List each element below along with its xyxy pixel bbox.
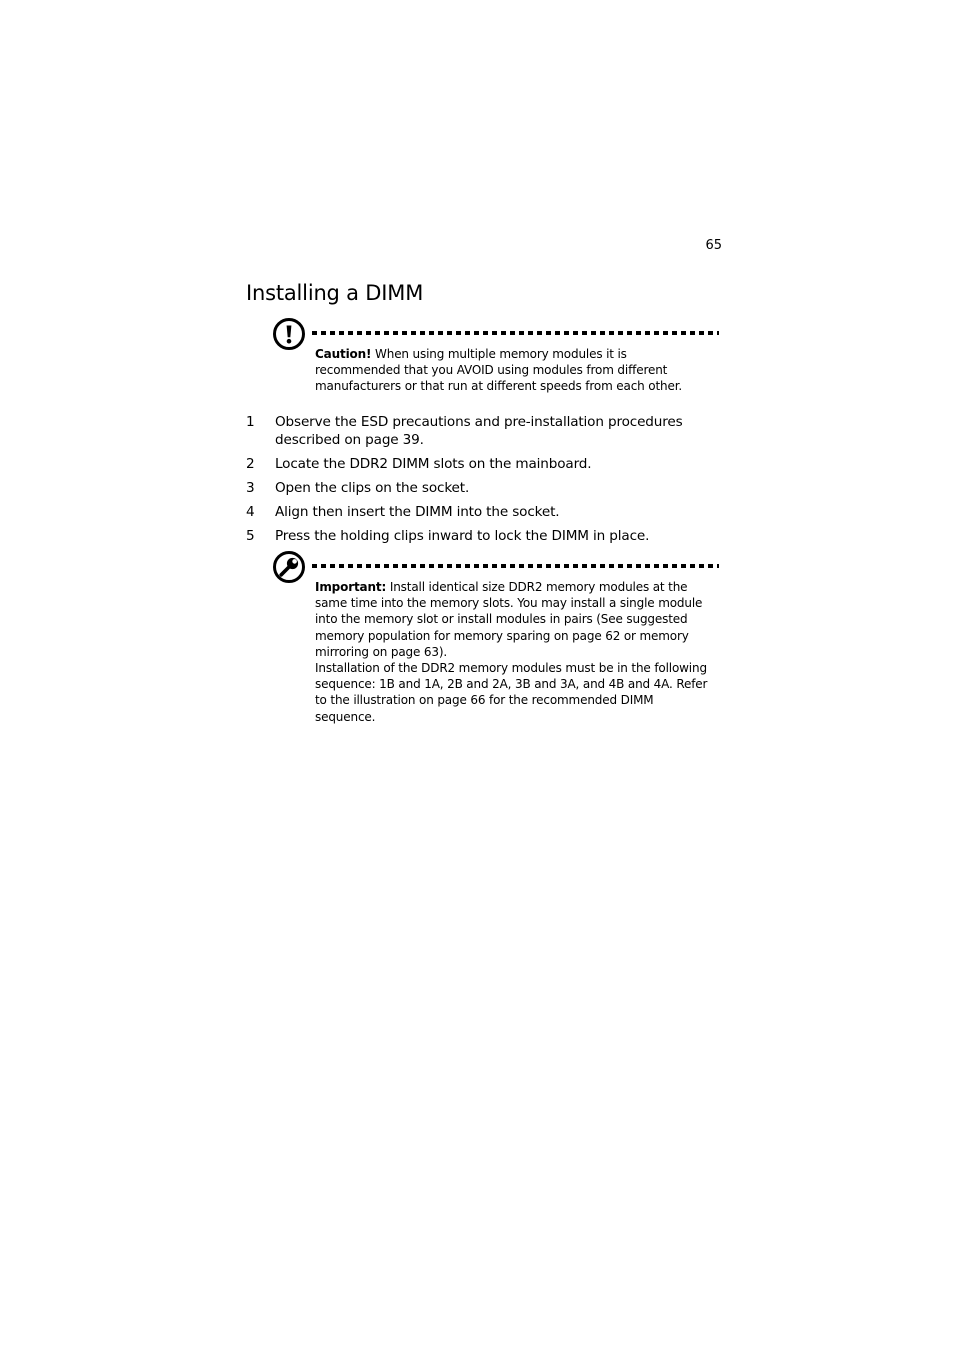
- step-number: 3: [246, 480, 255, 496]
- list-item: [246, 527, 716, 545]
- step-text: Observe the ESD precautions and pre-installation procedures described on page 39.: [275, 414, 683, 448]
- important-text: [315, 579, 715, 725]
- step-number: 1: [246, 414, 255, 430]
- list-item: [246, 479, 716, 497]
- page-number: 65: [705, 238, 722, 253]
- step-number: 4: [246, 504, 255, 520]
- list-item: [246, 455, 716, 473]
- important-label: Important:: [315, 580, 387, 594]
- important-body: Install identical size DDR2 memory modules at the same time into the memory slots. You may install a single module into the memory slot or install modules in pairs (See suggested memory population for memory sparing on page 62 or memory mirroring on page 63).: [315, 580, 703, 659]
- caution-body: When using multiple memory modules it is recommended that you AVOID using modules from different manufacturers or that run at different speeds from each other.: [315, 347, 683, 394]
- step-text: Align then insert the DIMM into the socket.: [275, 504, 560, 520]
- page-title: Installing a DIMM: [246, 281, 424, 305]
- step-number: 2: [246, 456, 255, 472]
- list-item: [246, 413, 716, 449]
- step-text: Open the clips on the socket.: [275, 480, 470, 496]
- step-text: Locate the DDR2 DIMM slots on the mainboard.: [275, 456, 592, 472]
- important-divider: [312, 564, 719, 568]
- caution-label: Caution!: [315, 347, 372, 361]
- step-number: 5: [246, 528, 255, 544]
- caution-icon: [272, 317, 306, 351]
- step-text: Press the holding clips inward to lock the DIMM in place.: [275, 528, 650, 544]
- installation-steps: [246, 413, 716, 551]
- list-item: [246, 503, 716, 521]
- caution-divider: [312, 331, 719, 335]
- caution-text: [315, 346, 715, 395]
- wrench-icon: [272, 550, 306, 584]
- important-body-2: Installation of the DDR2 memory modules must be in the following sequence: 1B and 1A, 2B and 2A, 3B and 3A, and 4B and 4A. Refer to the illustration on page 66 for the recommended DIMM sequence.: [315, 661, 708, 724]
